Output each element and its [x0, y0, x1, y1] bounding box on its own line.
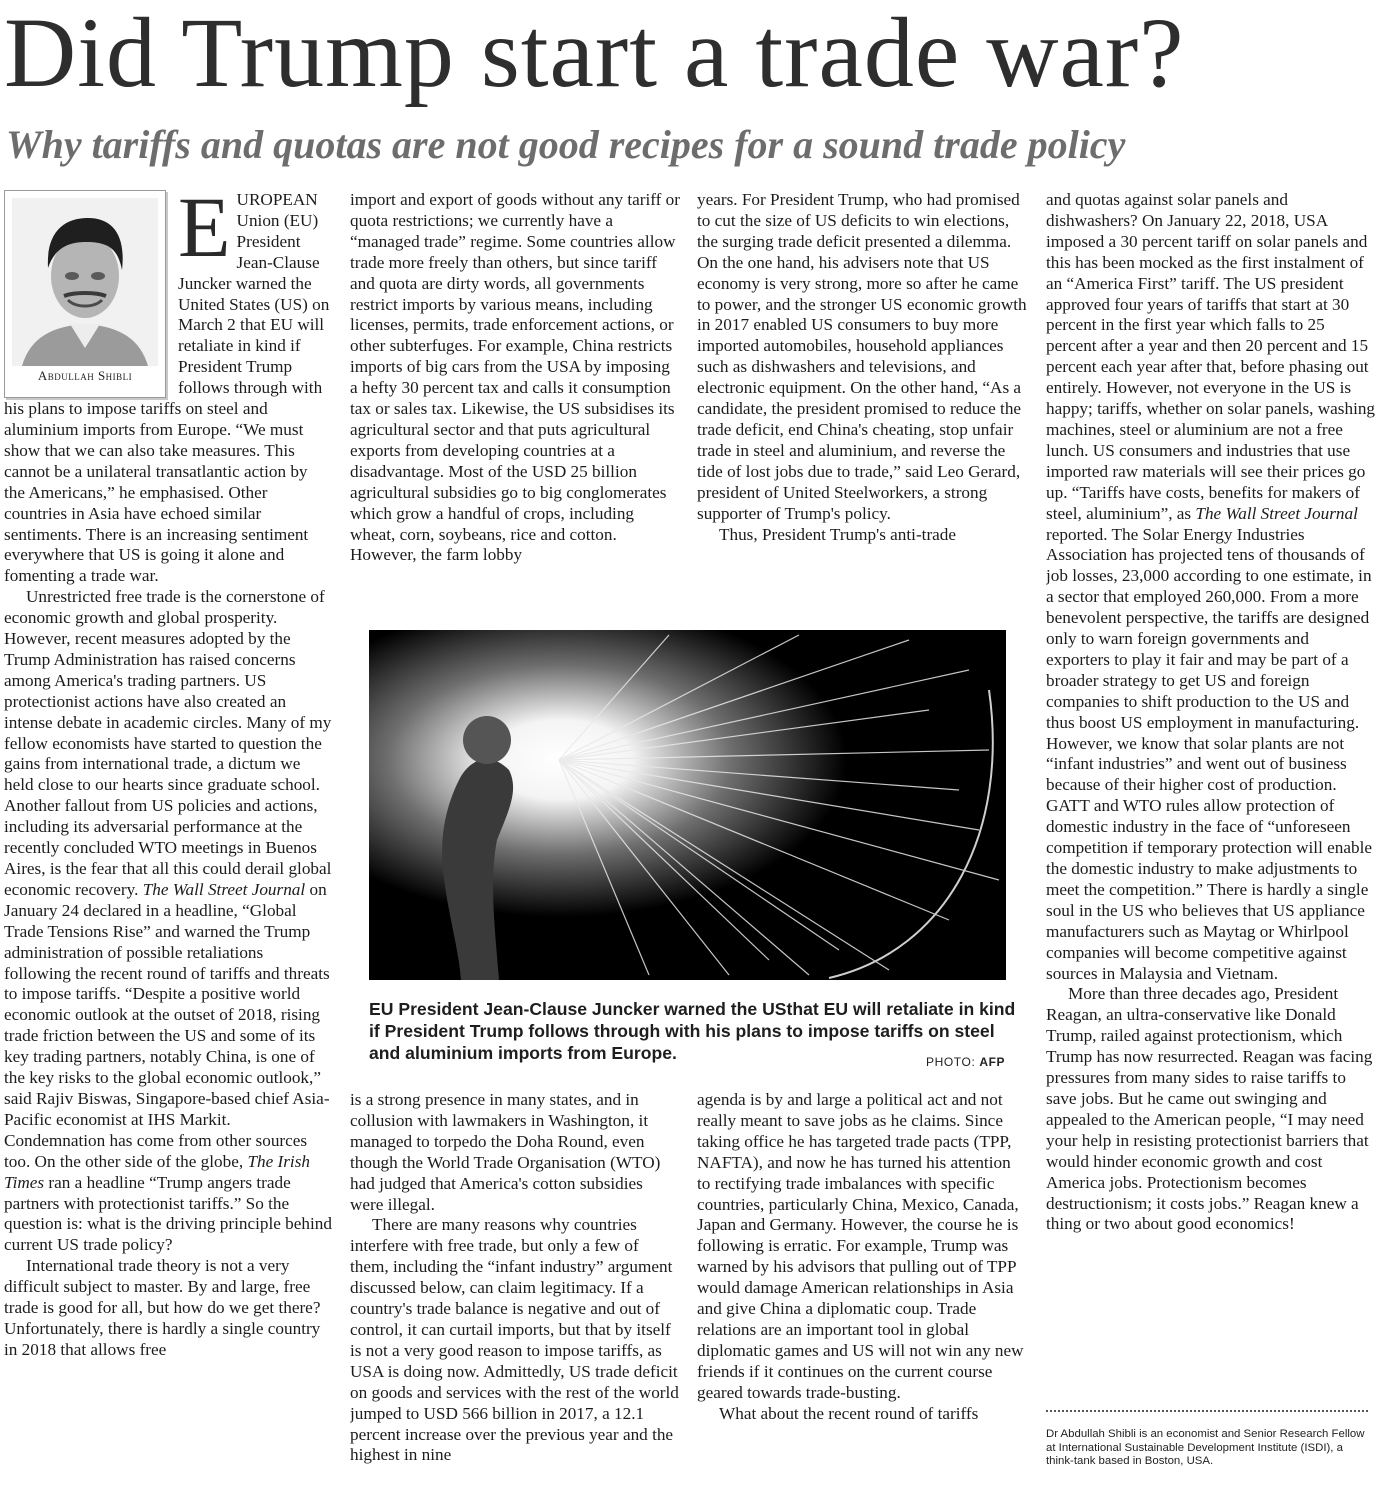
welding-sparks-photo — [369, 630, 1006, 980]
sparks-icon — [369, 630, 1006, 980]
drop-cap: E — [178, 190, 231, 275]
article-paragraph: agenda is by and large a political act and not really meant to save jobs as he claims. Since taking office he has targeted trade pacts (TPP, NAFTA), and now he has turned his attention to rectifying trade imbalances with specific countries, particularly China, Mexico, Canada, Japan and Germany. However, the course he is following is erratic. For example, Trump was warned by his advisors that pulling out of TPP would damage American relationships in Asia and give China a diplomatic coup. Trade relations are an important tool in global diplomatic games and US will not win any new friends if it continues on the current course geared towards trade-busting. — [697, 1090, 1024, 1402]
column-4 — [1046, 190, 1376, 1404]
author-photo-box — [4, 190, 166, 398]
article-paragraph: years. For President Trump, who had promised to cut the size of US deficits to win elections, the surging trade deficit presented a dilemma. On the one hand, his advisers note that US economy is very strong, more so after he came to power, and the stronger US economic growth in 2017 enabled US consumers to buy more imported automobiles, household appliances such as dishwashers and televisions, and electronic equipment. On the other hand, “As a candidate, the president promised to reduce the trade deficit, end China's cheating, stop unfair trade in steel and aluminium, and reverse the tide of lost jobs due to trade,” said Leo Gerard, president of United Steelworkers, a strong supporter of Trump's policy. — [697, 190, 1027, 523]
author-note: Dr Abdullah Shibli is an economist and Senior Research Fellow at International Sustainable Development Institute (ISDI), a think-tank based in Boston, USA. — [1046, 1428, 1365, 1468]
photo-credit: PHOTO: AFP — [926, 1055, 1006, 1069]
article-paragraph: Unrestricted free trade is the cornerstone of economic growth and global prosperity. However, recent measures adopted by the Trump Administration has raised concerns among America's trading partners. US protectionist actions have also created an intense debate in academic circles. Many of my fellow economists have started to question the gains from international trade, a dictum we held close to our hearts since graduate school. Another fallout from US policies and actions, including its adversarial performance at the recently concluded WTO meetings in Buenos Aires, is the fear that all this could derail global economic recovery. The Wall Street Journal on January 24 declared in a headline, “Global Trade Tensions Rise” and warned the Trump administration of possible retaliations following the recent round of tariffs and threats to impose tariffs. “Despite a positive world economic outlook at the outset of 2018, rising trade friction between the US and some of its key trading partners, notably China, is one of the key risks to the global economic outlook,” said Rajiv Biswas, Singapore-based chief Asia-Pacific economist at IHS Markit. Condemnation has come from other sources too. On the other side of the globe, The Irish Times ran a headline “Trump angers trade partners with protectionist tariffs.” So the question is: what is the driving principle behind current US trade policy? — [4, 587, 332, 1255]
column-2-top — [350, 190, 680, 614]
publication-name: The Wall Street Journal — [142, 879, 306, 899]
article-paragraph: There are many reasons why countries interfere with free trade, but only a few of them, including the “infant industry” argument discussed below, can claim legitimacy. If a country's trade balance is negative and out of control, it can curtail imports, but that by itself is not a very good reason to impose tariffs, as USA is doing now. Admittedly, US trade deficit on goods and services with the rest of the world jumped to USD 566 billion in 2017, a 12.1 percent increase over the previous year and the highest in nine — [350, 1215, 679, 1465]
photo-credit-source: AFP — [979, 1055, 1006, 1069]
article-paragraph: Thus, President Trump's anti-trade — [719, 524, 957, 544]
author-name: Abdullah Shibli — [37, 368, 133, 384]
publication-name: The Irish Times — [4, 1151, 310, 1192]
publication-name: The Wall Street Journal — [1195, 503, 1358, 523]
column-2-bottom — [350, 1090, 680, 1490]
article-paragraph: More than three decades ago, President Reagan, an ultra-conservative like Donald Trump, railed against protectionism, which Trump has now resurrected. Reagan was facing pressures from many sides to raise tariffs to save jobs. But he came out swinging and appealed to the American people, “I may need your help in resisting protectionist barriers that would hinder economic growth and cost America jobs. Protectionism becomes destructionism; it costs jobs.” Reagan knew a thing or two about good economics! — [1046, 984, 1373, 1234]
article-paragraph: and quotas against solar panels and dishwashers? On January 22, 2018, USA imposed a 30 percent tariff on solar panels and this has been mocked as the first instalment of an “America First” tariff. The US president approved four years of tariffs that start at 30 percent in the first year which falls to 25 percent after a year and then 20 percent and 15 percent each year after that, before phasing out entirely. However, not everyone in the US is happy; tariffs, whether on solar panels, washing machines, steel or aluminium are not a free lunch. US consumers and industries that use imported raw materials will see their prices go up. “Tariffs have costs, benefits for makers of steel, aluminium”, as The Wall Street Journal reported. The Solar Energy Industries Association has projected tens of thousands of job losses, 23,000 according to one estimate, in a sector that employed 260,000. From a more benevolent perspective, the tariffs are designed only to warn foreign governments and exporters to play it fair and may be part of a broader strategy to get US and foreign companies to shift production to the US and thus boost US employment in manufacturing. However, we know that solar plants are not “infant industries” and went out of business because of their higher cost of production. GATT and WTO rules allow protection of domestic industry in the face of “unforeseen competition if temporary protection will enable the domestic industry to make adjustments to meet the competition.” There is hardly a single soul in the US who believes that US appliance manufacturers such as Maytag or Whirlpool companies will become competitive against sources in Malaysia and Vietnam. — [1046, 190, 1376, 983]
subheadline: Why tariffs and quotas are not good recipes for a sound trade policy — [6, 122, 1126, 167]
article-paragraph: is a strong presence in many states, and in collusion with lawmakers in Washington, it managed to torpedo the Doha Round, even though the World Trade Organisation (WTO) had judged that America's cotton subsidies were illegal. — [350, 1090, 661, 1214]
article-paragraph: What about the recent round of tariffs — [719, 1403, 979, 1423]
author-portrait-icon — [12, 198, 158, 366]
dotted-divider — [1046, 1410, 1368, 1412]
photo-caption: EU President Jean-Clause Juncker warned the USthat EU will retaliate in kind if President Trump follows through with his plans to impose tariffs on steel and aluminium imports from Europe. — [369, 999, 1016, 1063]
column-3-bottom — [697, 1090, 1027, 1490]
column-3-top — [697, 190, 1027, 614]
headline: Did Trump start a trade war? — [4, 0, 1185, 108]
column-1 — [4, 190, 332, 1490]
article-paragraph: International trade theory is not a very difficult subject to master. By and large, free trade is good for all, but how do we get there? Unfortunately, there is hardly a single country in 2018 that allows free — [4, 1256, 321, 1359]
article-paragraph: EUROPEAN Union (EU) President Jean-Clause Juncker warned the United States (US) on March 2 that EU will retaliate in kind if President Trump follows through with his plans to impose tariffs on steel and aluminium imports from Europe. “We must show that we can also take measures. This cannot be a unilateral transatlantic action by the Americans,” he emphasised. Other countries in Asia have echoed similar sentiments. There is an increasing sentiment everywhere that US is going it alone and fomenting a trade war. — [4, 190, 330, 586]
article-paragraph: import and export of goods without any tariff or quota restrictions; we currently have a “managed trade” regime. Some countries allow trade more freely than others, but since tariff and quota are dirty words, all governments restrict imports by various means, including licenses, permits, trade enforcement actions, or other subterfuges. For example, China restricts imports of big cars from the USA by imposing a hefty 30 percent tax and calls it consumption tax or sales tax. Likewise, the US subsidises its agricultural sector and that puts agricultural exports from developing countries at a disadvantage. Most of the USD 25 billion agricultural subsidies go to big conglomerates which grow a handful of crops, including wheat, corn, soybeans, rice and cotton. However, the farm lobby — [350, 190, 680, 565]
lead-in: UROPEAN — [236, 190, 318, 209]
